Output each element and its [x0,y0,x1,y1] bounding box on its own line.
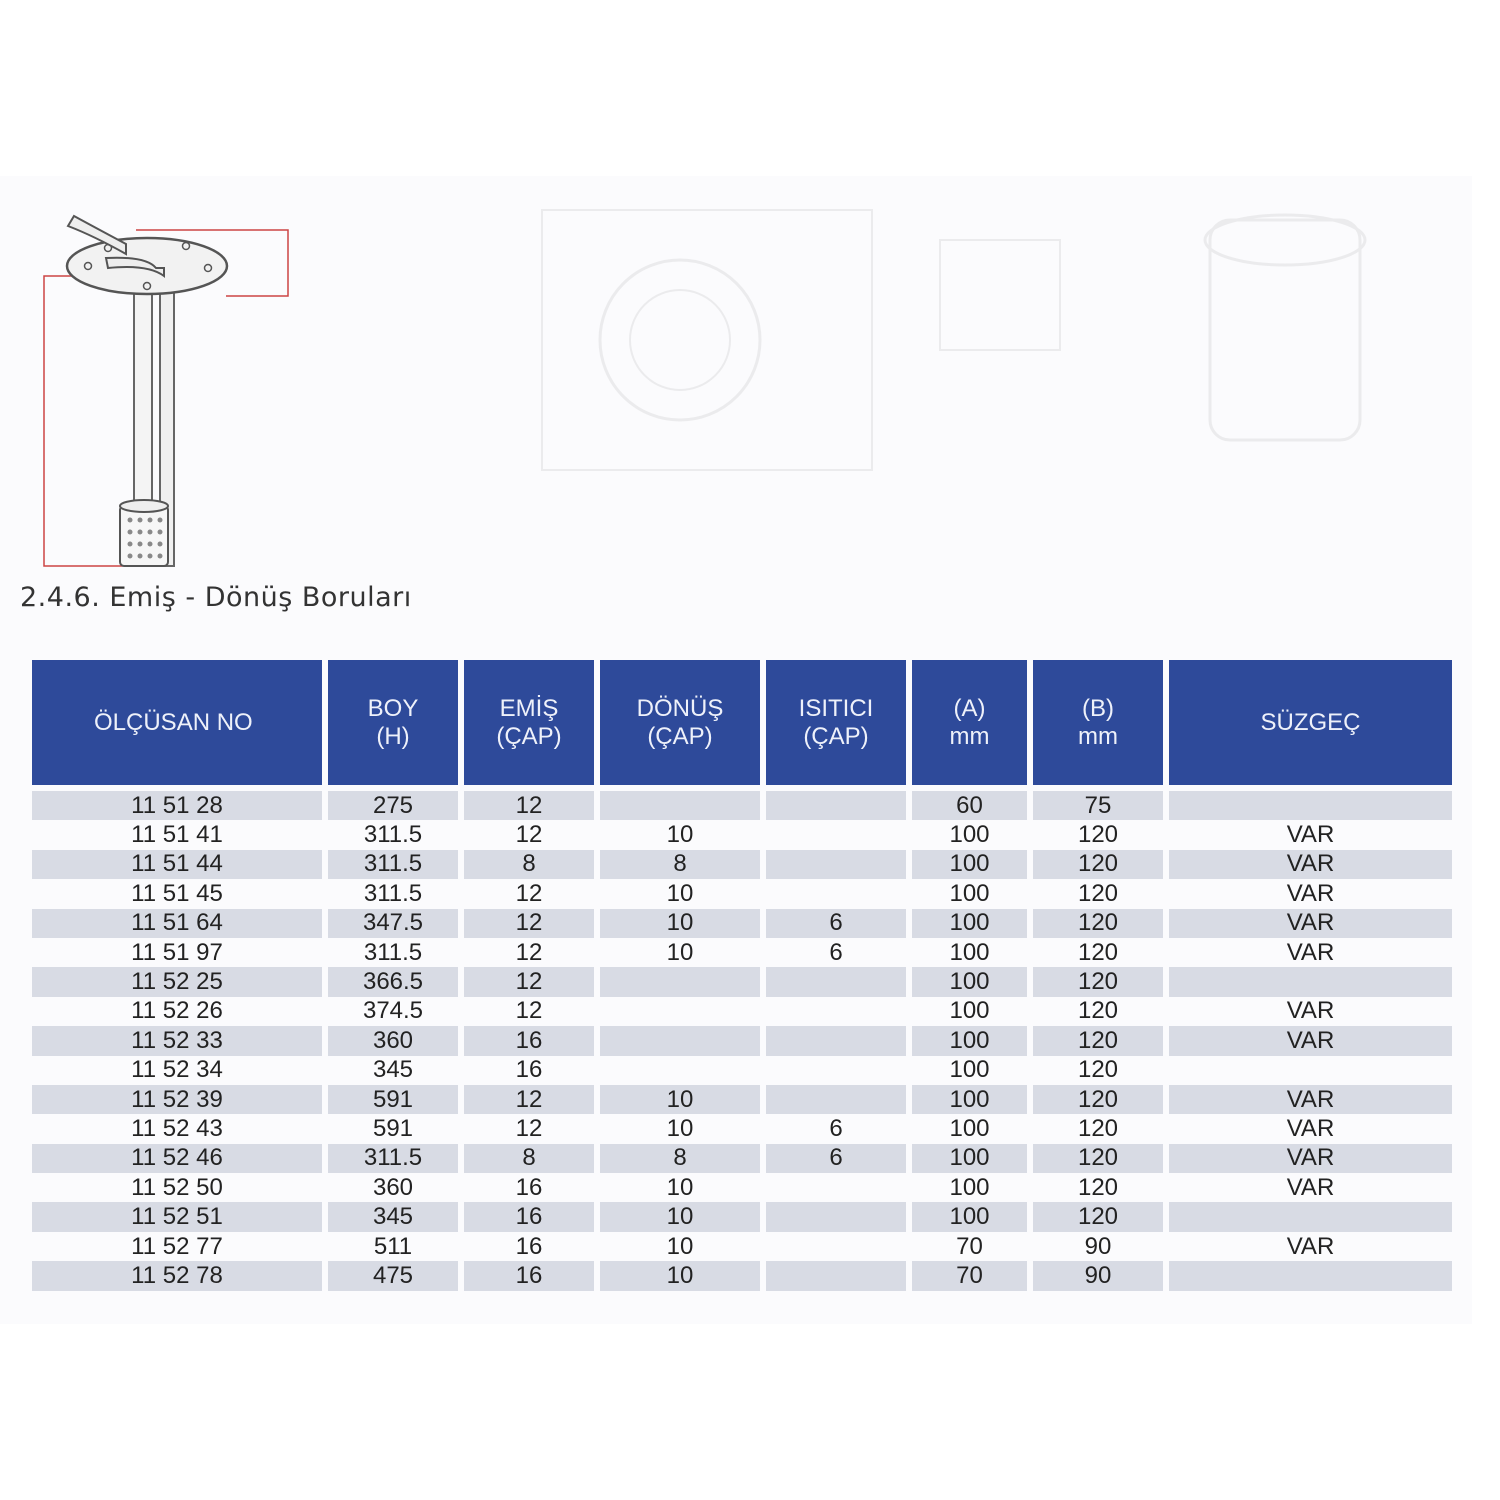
cell-no: 11 52 39 [32,1085,322,1114]
cell-b: 120 [1077,1173,1119,1201]
section-title: 2.4.6. Emiş - Dönüş Boruları [20,582,412,613]
header-suzgec: SÜZGEÇ [1169,660,1452,785]
cell-isitici [766,1173,906,1202]
table-row [32,997,1450,1026]
cell-suzgec [1169,1261,1452,1290]
cell-no: 11 52 51 [32,1202,322,1231]
cell-emis: 12 [515,938,543,966]
table-body [32,791,1450,1291]
table-row [32,938,1450,967]
pipe-spec-table [32,660,1450,1291]
cell-boy: 366.5 [328,967,458,996]
cell-a: 100 [949,1114,990,1142]
cell-isitici [766,1202,906,1231]
header-boy: BOY (H) [328,660,458,785]
cell-isitici: 6 [829,1114,843,1142]
table-row [32,850,1450,879]
cell-a: 100 [949,821,990,849]
cell-b: 90 [1084,1232,1112,1260]
cell-emis: 12 [464,967,594,996]
cell-boy: 311.5 [363,938,423,966]
cell-suzgec: VAR [1286,1173,1335,1201]
cell-suzgec: VAR [1169,1085,1452,1114]
cell-boy: 347.5 [328,909,458,938]
cell-a: 70 [956,1232,983,1260]
cell-donus: 10 [666,821,694,849]
cell-b: 120 [1077,879,1119,907]
cell-a: 60 [912,791,1027,820]
cell-emis: 8 [464,1144,594,1173]
cell-no: 11 51 64 [32,909,322,938]
table-row [32,909,1450,938]
cell-suzgec [1169,791,1452,820]
cell-b: 120 [1033,909,1163,938]
cell-isitici [766,1261,906,1290]
cell-isitici: 6 [766,1144,906,1173]
cell-no: 11 52 50 [131,1173,223,1201]
cell-emis: 16 [464,1026,594,1055]
cell-boy: 360 [328,1026,458,1055]
table-row [32,1173,1450,1202]
cell-boy: 374.5 [362,997,424,1025]
table-row [32,1144,1450,1173]
cell-a: 100 [912,1026,1027,1055]
cell-no: 11 52 33 [32,1026,322,1055]
cell-isitici [766,1026,906,1055]
cell-boy: 345 [372,1056,414,1084]
cell-suzgec: VAR [1169,1026,1452,1055]
cell-isitici: 6 [829,938,843,966]
cell-suzgec [1169,1056,1452,1085]
cell-boy: 275 [328,791,458,820]
cell-isitici [766,967,906,996]
cell-b: 120 [1033,850,1163,879]
table-row [32,791,1450,820]
cell-emis: 12 [515,997,543,1025]
cell-b: 120 [1077,997,1119,1025]
cell-b: 120 [1077,1114,1119,1142]
header-b-mm: (B) mm [1033,660,1163,785]
table-row [32,1232,1450,1261]
cell-donus [600,791,760,820]
cell-a: 70 [912,1261,1027,1290]
cell-b: 75 [1033,791,1163,820]
header-a-mm: (A) mm [912,660,1027,785]
cell-donus: 8 [600,850,760,879]
cell-emis: 12 [515,1114,543,1142]
cell-no: 11 51 45 [131,879,223,907]
cell-no: 11 51 44 [32,850,322,879]
cell-boy: 311.5 [363,821,423,849]
cell-suzgec: VAR [1286,879,1335,907]
cell-b: 90 [1033,1261,1163,1290]
table-row [32,1026,1450,1055]
cell-b: 120 [1077,1056,1119,1084]
cell-no: 11 52 78 [32,1261,322,1290]
cell-b: 120 [1077,821,1119,849]
cell-boy: 311.5 [328,850,458,879]
cell-boy: 345 [328,1202,458,1231]
cell-donus: 10 [600,909,760,938]
cell-suzgec: VAR [1286,1114,1335,1142]
cell-a: 100 [949,879,990,907]
cell-emis: 16 [515,1232,543,1260]
cell-boy: 511 [373,1232,413,1260]
cell-donus [600,1026,760,1055]
cell-donus [600,967,760,996]
cell-b: 120 [1033,1026,1163,1055]
cell-isitici [766,791,906,820]
cell-boy: 311.5 [328,1144,458,1173]
cell-a: 100 [912,967,1027,996]
cell-no: 11 52 77 [131,1232,223,1260]
cell-donus: 10 [600,1202,760,1231]
cell-a: 100 [912,1144,1027,1173]
cell-emis: 12 [464,909,594,938]
cell-suzgec: VAR [1286,938,1335,966]
cell-emis: 12 [515,879,543,907]
cell-isitici [766,1085,906,1114]
cell-a: 100 [912,850,1027,879]
cell-a: 100 [912,1085,1027,1114]
cell-suzgec [1169,967,1452,996]
cell-emis: 16 [464,1202,594,1231]
cell-no: 11 52 46 [32,1144,322,1173]
show-through-illustration [540,200,1420,500]
cell-boy: 475 [328,1261,458,1290]
cell-a: 100 [949,938,990,966]
header-donus: DÖNÜŞ (ÇAP) [600,660,760,785]
cell-a: 100 [949,997,990,1025]
cell-donus: 10 [666,1173,694,1201]
cell-a: 100 [949,1173,990,1201]
cell-boy: 591 [372,1114,414,1142]
table-row [32,1085,1450,1114]
cell-donus: 10 [666,1114,694,1142]
cell-b: 120 [1033,1202,1163,1231]
cell-b: 120 [1033,1144,1163,1173]
cell-isitici: 6 [766,909,906,938]
cell-suzgec: VAR [1169,1144,1452,1173]
cell-no: 11 51 28 [32,791,322,820]
cell-b: 120 [1077,938,1119,966]
table-header [32,660,1450,785]
cell-suzgec: VAR [1286,821,1335,849]
cell-no: 11 52 43 [131,1114,223,1142]
cell-suzgec: VAR [1169,909,1452,938]
cell-no: 11 52 34 [131,1056,223,1084]
table-row [32,1202,1450,1231]
table-row [32,1261,1450,1290]
cell-donus: 10 [600,1261,760,1290]
cell-suzgec: VAR [1286,997,1335,1025]
cell-emis: 12 [515,821,543,849]
cell-donus: 8 [600,1144,760,1173]
cell-suzgec: VAR [1286,1232,1335,1260]
cell-isitici [766,850,906,879]
cell-boy: 311.5 [363,879,423,907]
cell-isitici [766,997,906,1026]
cell-boy: 591 [328,1085,458,1114]
cell-emis: 8 [464,850,594,879]
cell-emis: 16 [515,1056,543,1084]
cell-no: 11 52 26 [131,997,223,1025]
cell-donus [600,997,760,1026]
cell-suzgec: VAR [1169,850,1452,879]
cell-emis: 16 [515,1173,543,1201]
cell-donus: 10 [600,1085,760,1114]
cell-emis: 16 [464,1261,594,1290]
cell-no: 11 51 41 [131,821,223,849]
cell-suzgec [1169,1202,1452,1231]
cell-no: 11 52 25 [32,967,322,996]
suction-return-pipe-illustration [36,206,296,586]
cell-boy: 360 [372,1173,414,1201]
cell-b: 120 [1033,967,1163,996]
cell-isitici [766,820,906,849]
cell-a: 100 [912,909,1027,938]
header-emis: EMİŞ (ÇAP) [464,660,594,785]
cell-emis: 12 [464,1085,594,1114]
cell-isitici [766,879,906,908]
table-row [32,879,1450,908]
header-olcusan-no: ÖLÇÜSAN NO [32,660,322,785]
cell-donus: 10 [666,938,694,966]
cell-a: 100 [949,1056,990,1084]
cell-donus: 10 [666,1232,694,1260]
cell-donus: 10 [666,879,694,907]
cell-b: 120 [1033,1085,1163,1114]
cell-isitici [766,1232,906,1261]
table-row [32,820,1450,849]
table-row [32,1114,1450,1143]
table-row [32,1056,1450,1085]
cell-isitici [766,1056,906,1085]
cell-no: 11 51 97 [131,938,223,966]
cell-donus [600,1056,760,1085]
cell-emis: 12 [464,791,594,820]
table-row [32,967,1450,996]
cell-a: 100 [912,1202,1027,1231]
header-isitici: ISITICI (ÇAP) [766,660,906,785]
